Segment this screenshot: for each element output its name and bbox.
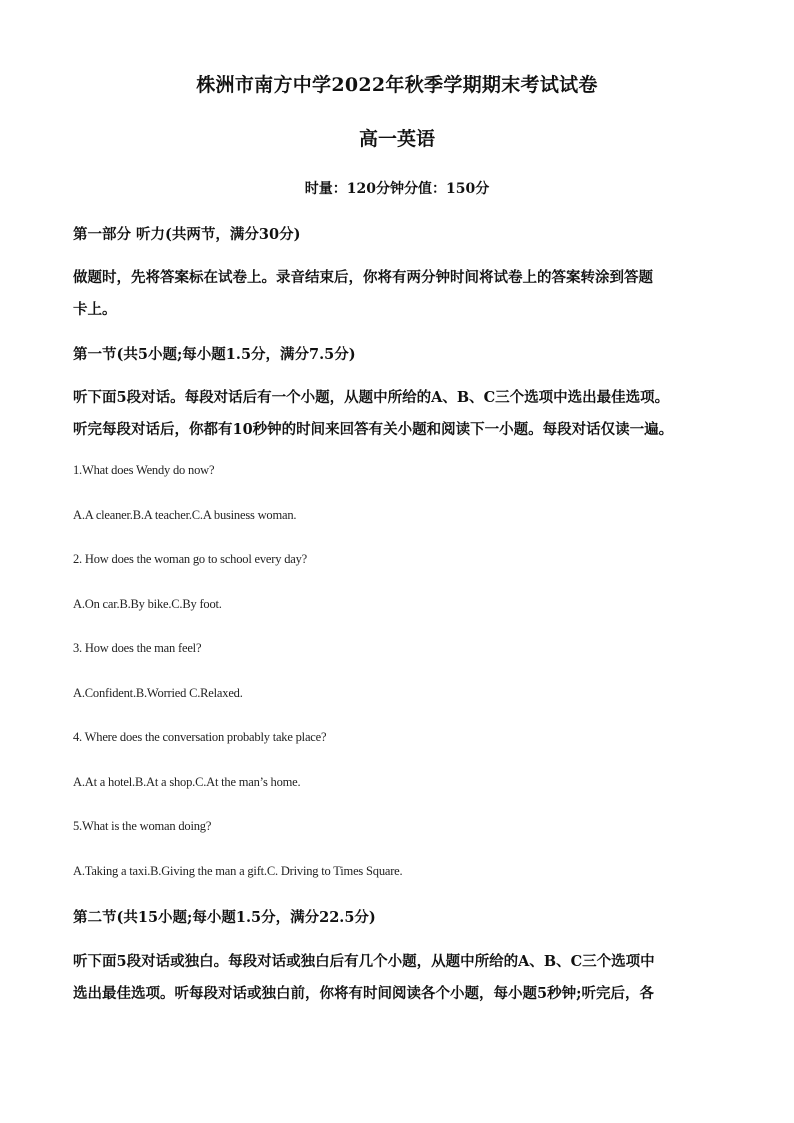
question-2-options: A.On car.B.By bike.C.By foot. xyxy=(73,597,222,611)
question-3-options: A.Confident.B.Worried C.Relaxed. xyxy=(73,686,243,700)
section1-instruction-line2: 听完每段对话后，你都有10秒钟的时间来回答有关小题和阅读下一小题。每段对话仅读一遍。 xyxy=(73,421,674,438)
question-3: 3. How does the man feel? xyxy=(73,641,202,655)
question-1-options: A.A cleaner.B.A teacher.C.A business woman. xyxy=(73,508,297,522)
exam-title: 株洲市南方中学2022年秋季学期期末考试试卷 xyxy=(196,74,598,96)
question-4-options: A.At a hotel.B.At a shop.C.At the man’s home. xyxy=(73,775,301,789)
part1-heading: 第一部分 听力(共两节，满分30分) xyxy=(73,226,301,243)
exam-subtitle: 高一英语 xyxy=(358,128,435,150)
question-5: 5.What is the woman doing? xyxy=(73,819,212,833)
section1-heading: 第一节(共5小题;每小题1.5分，满分7.5分) xyxy=(73,346,356,363)
time-score-line: 时量：120分钟分值：150分 xyxy=(304,181,490,197)
question-1: 1.What does Wendy do now? xyxy=(73,463,215,477)
section2-heading: 第二节(共15小题;每小题1.5分，满分22.5分) xyxy=(73,909,376,926)
question-2: 2. How does the woman go to school every day? xyxy=(73,552,307,566)
section2-instruction-line1: 听下面5段对话或独白。每段对话或独白后有几个小题，从题中所给的A、B、C三个选项中 xyxy=(73,953,655,970)
question-4: 4. Where does the conversation probably take place? xyxy=(73,730,327,744)
part1-instruction-line1: 做题时，先将答案标在试卷上。录音结束后，你将有两分钟时间将试卷上的答案转涂到答题 xyxy=(73,269,653,286)
part1-instruction-line2: 卡上。 xyxy=(73,301,117,318)
section1-instruction-line1: 听下面5段对话。每段对话后有一个小题，从题中所给的A、B、C三个选项中选出最佳选项。 xyxy=(73,389,670,406)
question-5-options: A.Taking a taxi.B.Giving the man a gift.C. Driving to Times Square. xyxy=(73,864,403,878)
section2-instruction-line2: 选出最佳选项。听每段对话或独白前，你将有时间阅读各个小题，每小题5秒钟;听完后，各 xyxy=(73,985,654,1002)
